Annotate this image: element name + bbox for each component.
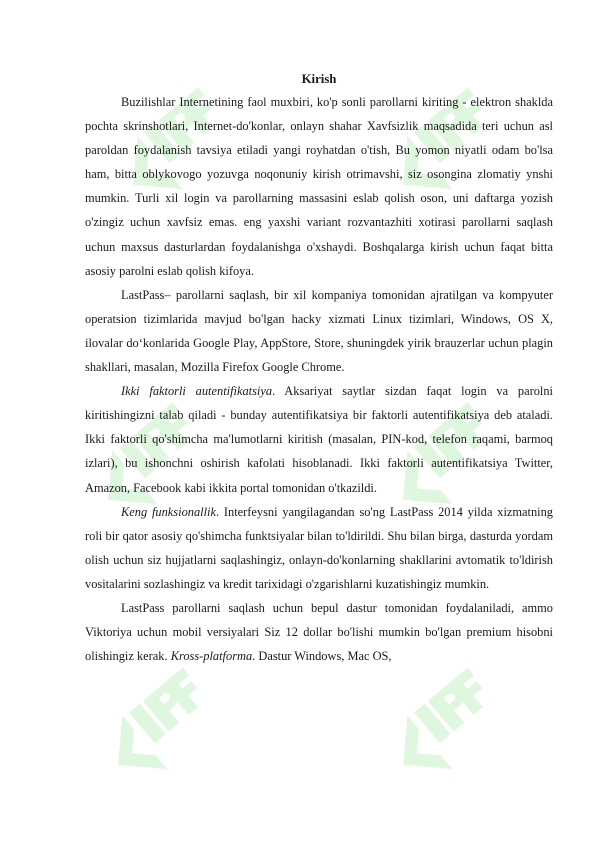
paragraph (85, 596, 553, 668)
page-title: Kirish (301, 72, 337, 86)
paragraph-text: Buzilishlar Internetining faol muxbiri, ko'p sonli parollarni kiriting - elektron shaklda pochta skrinshotlari, Internet-do'konlar, onlayn shahar Xavfsizlik maqsadida teri uchun asl paroldan foydalanish tavsiya etiladi yangi royhatdan o'tish, Bu yomon niyatli odam bo'lsa ham, bitta oblykovogo yozuvga noqonuniy kirish otrimavshi, siz osongina zlomatiy ynshi mumkin. Turli xil login va parollarning massasini eslab qolish oson, uni daftarga yozish o'zingiz uchun xavfsiz emas. eng yaxshi variant rozvantazhiti xotirasi parollarni saqlash uchun maxsus dasturlardan foydalanishga o'xshaydi. Boshqalarga kirish uchun faqat bitta asosiy parolni eslab qolish kifoya. (85, 95, 553, 278)
paragraph (85, 283, 553, 379)
paragraph (85, 90, 553, 283)
paragraph-heading-italic: Keng funksionallik (121, 504, 216, 519)
paragraph-text: . Dastur Windows, Mac OS, (252, 649, 392, 664)
paragraph-text: . Interfeysni yangilagandan so'ng LastPass 2014 yilda xizmatning roli bir qator asosiy qo'shimcha funktsiyalar bilan to'ldirildi. Shu bilan birga, dasturda yordam olish uchun siz hujjatlarni saqlashingiz, onlayn-do'konlarning shakllarini avtomatik to'ldirish vositalarini sozlashingiz va kredit tarixidagi o'zgarishlarni kuzatishingiz mumkin. (85, 504, 554, 591)
paragraph-heading-italic: Kross-platforma (170, 649, 253, 664)
paragraph-text: LastPass parollarni saqlash uchun bepul dastur tomonidan foydalaniladi, ammo Viktoriya uchun mobil versiyalari Siz 12 dollar bo'lishi mumkin bo'lgan premium hisobni olishingiz kerak. (85, 600, 553, 664)
document-body (85, 68, 553, 668)
paragraph (85, 500, 553, 596)
paragraph-text: . Aksariyat saytlar sizdan faqat login va parolni kiritishingizni talab qiladi - bunday autentifikatsiya bir faktorli autentifikatsiya deb ataladi. Ikki faktorli qo'shimcha ma'lumotlarni kiritish (masalan, PIN-kod, telefon raqami, barmoq izlari), bu ishonchni oshirish kafolati hisoblanadi. Ikki faktorli autentifikatsiya Twitter, Amazon, Facebook kabi ikkita portal tomonidan o'tkazildi. (85, 384, 553, 495)
paragraph-heading-italic: Ikki faktorli autentifikatsiya (121, 384, 273, 399)
paragraph (85, 379, 553, 499)
paragraph-text: LastPass– parollarni saqlash, bir xil kompaniya tomonidan ajratilgan va kompyuter operatsion tizimlarida mavjud bo'lgan hacky xizmati Linux tizimlari, Windows, OS X, ilovalar do‘konlarida Google Play, AppStore, Store, shuningdek yirik brauzerlar uchun plagin shakllari, masalan, Mozilla Firefox Google Chrome. (85, 287, 553, 375)
